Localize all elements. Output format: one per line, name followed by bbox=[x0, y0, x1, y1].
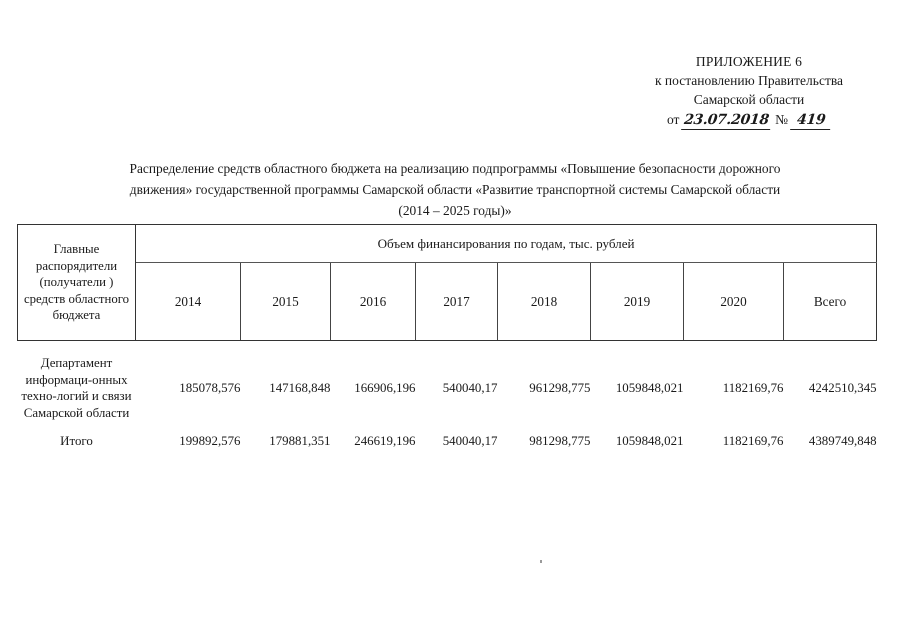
header-total: Всего bbox=[784, 263, 877, 341]
page-title-line-1: Распределение средств областного бюджета на реализацию подпрограммы «Повышение безопасности дорожного bbox=[129, 161, 781, 176]
decree-prefix-label: от bbox=[666, 112, 680, 127]
budget-table-header bbox=[18, 225, 877, 341]
cell-department-2020: 1182169,76 bbox=[722, 380, 784, 395]
cell-total-2018: 981298,775 bbox=[529, 433, 591, 448]
row-label-total: Итого bbox=[60, 434, 93, 448]
cell-total-2019: 1059848,021 bbox=[615, 433, 684, 448]
table-spacer-row bbox=[18, 341, 877, 356]
cell-total-2014: 199892,576 bbox=[179, 433, 241, 448]
header-year-2015: 2015 bbox=[241, 263, 331, 341]
spacer-cell bbox=[18, 341, 136, 356]
page-artifact-speck bbox=[540, 560, 542, 563]
table-row bbox=[18, 355, 877, 421]
header-year-2016: 2016 bbox=[331, 263, 416, 341]
cell-total-2017: 540040,17 bbox=[442, 433, 498, 448]
budget-table-container bbox=[17, 224, 876, 450]
cell-department-total: 4242510,345 bbox=[808, 380, 877, 395]
cell-total-2016: 246619,196 bbox=[354, 433, 416, 448]
header-row-top bbox=[18, 225, 877, 263]
appendix-title: ПРИЛОЖЕНИЕ 6 bbox=[695, 54, 803, 69]
budget-table-body bbox=[18, 341, 877, 450]
appendix-authority-line: к постановлению Правительства bbox=[654, 73, 844, 88]
page-title bbox=[52, 158, 858, 221]
header-year-2014: 2014 bbox=[136, 263, 241, 341]
header-funding-volume: Объем финансирования по годам, тыс. рублей bbox=[136, 225, 877, 263]
page-title-line-2: движения» государственной программы Самарской области «Развитие транспортной системы Самарской области bbox=[129, 182, 781, 197]
header-main-distributors: Главные распорядители (получатели ) средств областного бюджета bbox=[18, 225, 136, 341]
header-row-years bbox=[18, 263, 877, 341]
header-year-2018: 2018 bbox=[498, 263, 591, 341]
decree-number-handwritten: 419 bbox=[790, 113, 832, 130]
decree-reference bbox=[618, 110, 880, 130]
cell-department-2014: 185078,576 bbox=[179, 380, 241, 395]
budget-table bbox=[17, 224, 877, 450]
cell-department-2019: 1059848,021 bbox=[615, 380, 684, 395]
table-row bbox=[18, 421, 877, 450]
number-sign: № bbox=[775, 112, 789, 127]
spacer-cell bbox=[136, 341, 877, 356]
header-year-2019: 2019 bbox=[591, 263, 684, 341]
appendix-header bbox=[618, 52, 880, 130]
cell-department-2015: 147168,848 bbox=[269, 380, 331, 395]
appendix-region-line: Самарской области bbox=[693, 92, 805, 107]
cell-total-all: 4389749,848 bbox=[808, 433, 877, 448]
header-year-2017: 2017 bbox=[416, 263, 498, 341]
decree-date-handwritten: 23.07.2018 bbox=[682, 113, 772, 130]
cell-total-2020: 1182169,76 bbox=[722, 433, 784, 448]
cell-department-2017: 540040,17 bbox=[442, 380, 498, 395]
page-title-line-3: (2014 – 2025 годы)» bbox=[398, 203, 512, 218]
cell-department-2016: 166906,196 bbox=[354, 380, 416, 395]
header-year-2020: 2020 bbox=[684, 263, 784, 341]
cell-department-2018: 961298,775 bbox=[529, 380, 591, 395]
row-label-department: Департамент информаци-онных техно-логий и связи Самарской области bbox=[21, 356, 132, 420]
cell-total-2015: 179881,351 bbox=[269, 433, 331, 448]
